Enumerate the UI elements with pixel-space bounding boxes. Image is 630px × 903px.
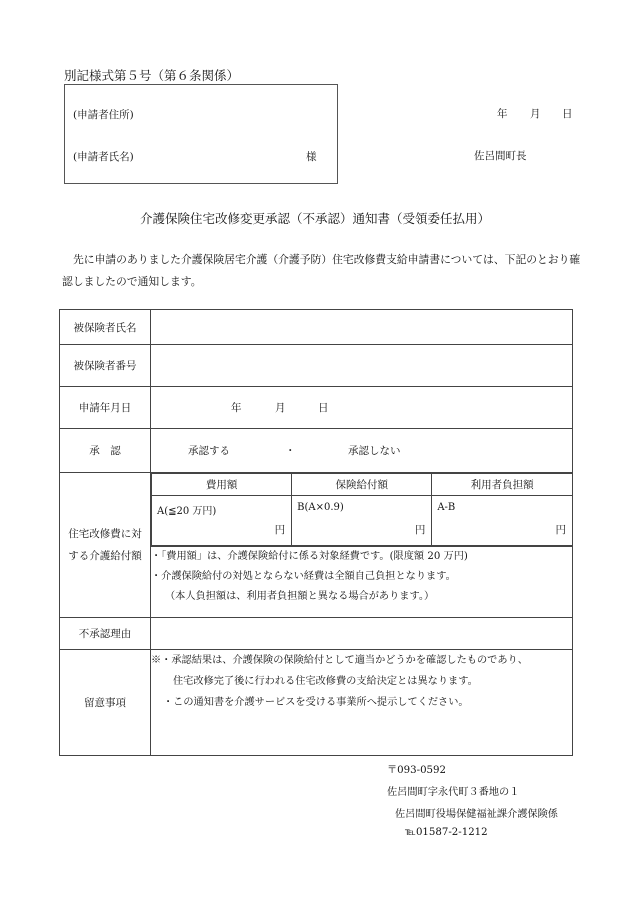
- user-burden-unit: 円: [555, 524, 566, 536]
- disapproval-reason-field[interactable]: [151, 618, 573, 650]
- disapproval-reason-label: 不承認理由: [60, 618, 151, 650]
- approval-field: [151, 429, 573, 473]
- cost-unit: 円: [274, 524, 286, 536]
- phone: ℡01587-2-1212: [405, 827, 488, 838]
- benefit-label: [60, 473, 151, 618]
- insurance-benefit-unit: 円: [414, 524, 426, 536]
- benefit-label-line1: 住宅改修費に対: [68, 528, 142, 540]
- issuer: 佐呂間町長: [474, 150, 527, 162]
- benefit-value-row: [152, 496, 573, 546]
- approval-separator: ・: [285, 445, 296, 457]
- applicant-address-label: (申請者住所): [73, 109, 134, 121]
- department: 佐呂間町役場保健福祉課介護保険係: [395, 809, 558, 820]
- row-disapproval-reason: [60, 618, 573, 650]
- row-remarks: [60, 650, 573, 756]
- insurance-benefit-formula: B(A×0.9): [297, 502, 344, 513]
- cost-header: 費用額: [152, 474, 292, 496]
- row-approval: [60, 429, 573, 473]
- application-date-label: 申請年月日: [60, 387, 151, 429]
- benefit-note-3: （本人負担額は、利用者負担額と異なる場合があります。）: [165, 591, 435, 602]
- date-month: 月: [530, 108, 541, 120]
- notice-table: [59, 309, 573, 756]
- intro-text: 先に申請のありました介護保険居宅介護（介護予防）住宅改修費支給申請書については、下記のとおり確認しましたので通知します。: [62, 253, 581, 288]
- row-benefit-amounts: [60, 473, 573, 547]
- benefit-notes: [151, 547, 573, 618]
- user-burden-header: 利用者負担額: [432, 474, 572, 496]
- benefit-amount-grid: [151, 473, 573, 547]
- application-date-field[interactable]: [151, 387, 573, 429]
- benefit-label-line2: する介護給付額: [68, 550, 142, 562]
- cost-formula: A(≦20 万円): [157, 506, 217, 517]
- cost-cell[interactable]: [152, 496, 292, 546]
- remarks-text: [151, 650, 573, 756]
- benefit-note-1: ・「費用額」は、介護保険給付に係る対象経費です。(限度額 20 万円): [151, 551, 468, 562]
- remark-3: ・この通知書を介護サービスを受ける事業所へ提示してください。: [163, 697, 469, 708]
- honorific: 様: [306, 151, 317, 163]
- insured-name-label: 被保険者氏名: [60, 310, 151, 345]
- disapprove-option[interactable]: 承認しない: [348, 445, 401, 457]
- row-application-date: [60, 387, 573, 429]
- insured-number-field[interactable]: [151, 345, 573, 387]
- remark-2: 住宅改修完了後に行われる住宅改修費の支給決定とは異なります。: [173, 676, 478, 687]
- approve-option[interactable]: 承認する: [188, 445, 230, 457]
- insured-name-field[interactable]: [151, 310, 573, 345]
- approval-label: 承 認: [60, 429, 151, 473]
- date-day: 日: [562, 108, 573, 120]
- document-title: 介護保険住宅改修変更承認（不承認）通知書（受領委任払用）: [139, 211, 490, 226]
- insured-number-label: 被保険者番号: [60, 345, 151, 387]
- remark-1: ※・承認結果は、介護保険の保険給付として適当かどうかを確認したものであり、: [151, 655, 528, 666]
- benefit-subtable: [151, 473, 572, 546]
- application-date-year: 年: [231, 402, 242, 414]
- application-date-day: 日: [318, 402, 329, 414]
- user-burden-cell[interactable]: [432, 496, 572, 546]
- insurance-benefit-cell[interactable]: [292, 496, 432, 546]
- benefit-note-2: ・介護保険給付の対処とならない経費は全額自己負担となります。: [151, 571, 456, 582]
- user-burden-formula: A-B: [437, 502, 456, 513]
- applicant-box: [64, 84, 338, 184]
- benefit-header-row: [152, 474, 573, 496]
- address: 佐呂間町字永代町３番地の１: [387, 787, 520, 798]
- remarks-label: 留意事項: [60, 650, 151, 756]
- date-year: 年: [497, 108, 508, 120]
- applicant-name-label: (申請者氏名): [73, 151, 134, 163]
- form-number: 別記様式第５号（第６条関係）: [64, 68, 240, 83]
- application-date-month: 月: [275, 402, 286, 414]
- row-insured-name: [60, 310, 573, 345]
- insurance-benefit-header: 保険給付額: [292, 474, 432, 496]
- postal-code: 〒093-0592: [387, 765, 447, 776]
- row-insured-number: [60, 345, 573, 387]
